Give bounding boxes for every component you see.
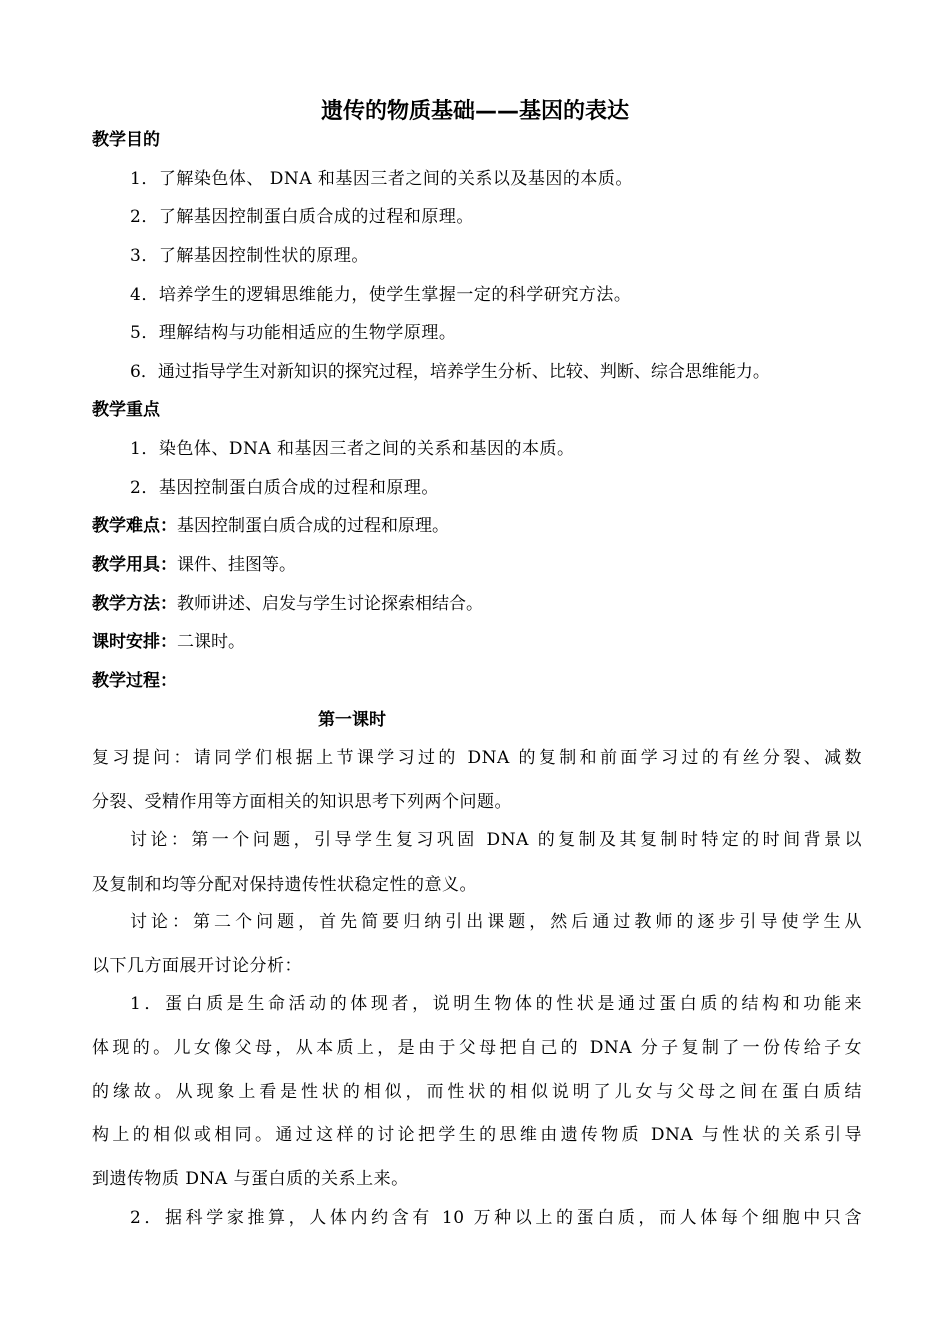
focus-item-2: 2．基因控制蛋白质合成的过程和原理。 xyxy=(130,478,439,498)
paragraph-line: 复习提问：请同学们根据上节课学习过的 DNA 的复制和前面学习过的有丝分裂、减数 xyxy=(92,748,862,768)
paragraph-line: 到遗传物质 DNA 与蛋白质的关系上来。 xyxy=(92,1169,409,1189)
goal-item-6: 6．通过指导学生对新知识的探究过程，培养学生分析、比较、判断、综合思维能力。 xyxy=(130,362,770,382)
focus-item-1: 1．染色体、DNA 和基因三者之间的关系和基因的本质。 xyxy=(130,439,575,459)
paragraph-line: 讨论：第二个问题，首先简要归纳引出课题，然后通过教师的逐步引导使学生从 xyxy=(130,912,862,932)
paragraph-line: 2．据科学家推算，人体内约含有 10 万种以上的蛋白质，而人体每个细胞中只含 xyxy=(130,1208,862,1228)
paragraph-line: 及复制和均等分配对保持遗传性状稳定性的意义。 xyxy=(92,875,477,895)
paragraph-line: 讨论：第一个问题，引导学生复习巩固 DNA 的复制及其复制时特定的时间背景以 xyxy=(130,830,862,850)
paragraph-line: 以下几方面展开讨论分析： xyxy=(92,956,302,976)
goal-item-5: 5．理解结构与功能相适应的生物学原理。 xyxy=(130,323,457,343)
paragraph-line: 分裂、受精作用等方面相关的知识思考下列两个问题。 xyxy=(92,792,512,812)
goal-item-4: 4．培养学生的逻辑思维能力，使学生掌握一定的科学研究方法。 xyxy=(130,285,632,305)
lesson-heading: 第一课时 xyxy=(318,710,386,730)
method-label: 教学方法： xyxy=(92,594,177,614)
goals-heading: 教学目的 xyxy=(92,130,160,150)
schedule-row xyxy=(92,630,245,654)
difficulty-label: 教学难点： xyxy=(92,516,177,536)
paragraph-line: 构上的相似或相同。通过这样的讨论把学生的思维由遗传物质 DNA 与性状的关系引导 xyxy=(92,1125,862,1145)
method-row xyxy=(92,592,483,616)
paragraph-line: 的缘故。从现象上看是性状的相似，而性状的相似说明了儿女与父母之间在蛋白质结 xyxy=(92,1082,862,1102)
goal-item-2: 2．了解基因控制蛋白质合成的过程和原理。 xyxy=(130,207,474,227)
goal-item-3: 3．了解基因控制性状的原理。 xyxy=(130,246,369,266)
tools-row xyxy=(92,553,296,577)
schedule-value: 二课时。 xyxy=(177,632,245,652)
tools-label: 教学用具： xyxy=(92,555,177,575)
document-title: 遗传的物质基础——基因的表达 xyxy=(320,99,629,124)
difficulty-row xyxy=(92,514,449,538)
paragraph-line: 体现的。儿女像父母，从本质上，是由于父母把自己的 DNA 分子复制了一份传给子女 xyxy=(92,1038,862,1058)
focus-heading: 教学重点 xyxy=(92,400,160,420)
difficulty-value: 基因控制蛋白质合成的过程和原理。 xyxy=(177,516,449,536)
process-label: 教学过程： xyxy=(92,671,177,691)
schedule-label: 课时安排： xyxy=(92,632,177,652)
goal-item-1: 1．了解染色体、 DNA 和基因三者之间的关系以及基因的本质。 xyxy=(130,169,633,189)
method-value: 教师讲述、启发与学生讨论探索相结合。 xyxy=(177,594,483,614)
tools-value: 课件、挂图等。 xyxy=(177,555,296,575)
paragraph-line: 1．蛋白质是生命活动的体现者，说明生物体的性状是通过蛋白质的结构和功能来 xyxy=(130,994,862,1014)
